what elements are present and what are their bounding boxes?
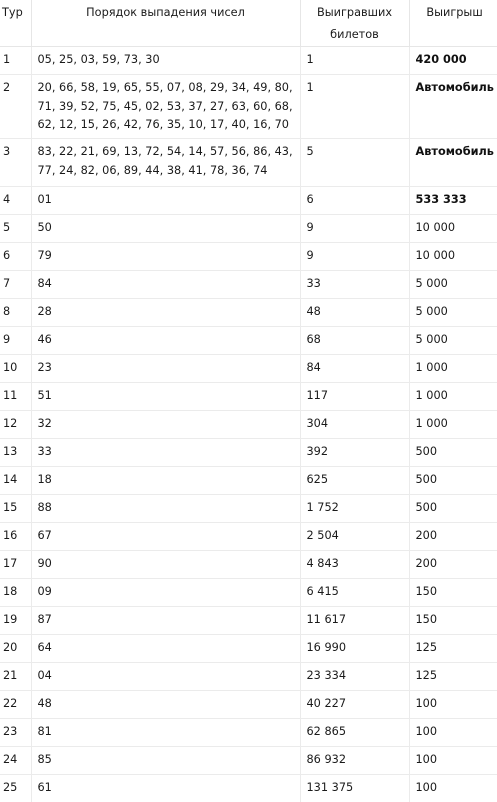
tour-cell: 5 [0,215,31,243]
numbers-cell: 05, 25, 03, 59, 73, 30 [31,47,300,75]
table-header [0,0,497,47]
table-row [0,747,497,775]
numbers-cell: 46 [31,327,300,355]
prize-cell: Автомобиль [409,75,497,139]
tour-cell: 6 [0,243,31,271]
tour-cell: 9 [0,327,31,355]
numbers-cell: 84 [31,271,300,299]
tour-cell: 2 [0,75,31,139]
winners-cell: 86 932 [300,747,409,775]
numbers-cell: 64 [31,635,300,663]
winners-cell: 84 [300,355,409,383]
table-row [0,551,497,579]
prize-cell: 100 [409,719,497,747]
winners-cell: 16 990 [300,635,409,663]
numbers-cell: 28 [31,299,300,327]
winners-cell: 33 [300,271,409,299]
winners-cell: 62 865 [300,719,409,747]
winners-cell: 1 [300,75,409,139]
prize-cell: 100 [409,747,497,775]
winners-cell: 68 [300,327,409,355]
prize-cell: 150 [409,579,497,607]
winners-cell: 1 752 [300,495,409,523]
tour-cell: 10 [0,355,31,383]
prize-cell: 10 000 [409,215,497,243]
prize-cell: 125 [409,635,497,663]
table-row [0,139,497,187]
numbers-cell: 09 [31,579,300,607]
tour-cell: 8 [0,299,31,327]
prize-cell: 500 [409,467,497,495]
table-row [0,383,497,411]
tour-cell: 25 [0,775,31,802]
tour-cell: 22 [0,691,31,719]
tour-cell: 7 [0,271,31,299]
table-body [0,47,497,802]
numbers-cell: 83, 22, 21, 69, 13, 72, 54, 14, 57, 56, 86, 43, 77, 24, 82, 06, 89, 44, 38, 41, 78, 36, 74 [31,139,300,187]
winners-cell: 5 [300,139,409,187]
prize-cell: 5 000 [409,271,497,299]
table-row [0,271,497,299]
table-row [0,411,497,439]
tour-cell: 12 [0,411,31,439]
prize-cell: 125 [409,663,497,691]
table-row [0,243,497,271]
winners-cell: 117 [300,383,409,411]
header-row [0,0,497,47]
winners-cell: 131 375 [300,775,409,802]
tour-cell: 18 [0,579,31,607]
numbers-cell: 88 [31,495,300,523]
numbers-cell: 90 [31,551,300,579]
prize-cell: 500 [409,439,497,467]
tour-cell: 3 [0,139,31,187]
table-row [0,719,497,747]
prize-cell: 420 000 [409,47,497,75]
numbers-cell: 87 [31,607,300,635]
winners-cell: 6 415 [300,579,409,607]
table-row [0,635,497,663]
table-row [0,495,497,523]
winners-cell: 1 [300,47,409,75]
tour-cell: 17 [0,551,31,579]
prize-cell: 1 000 [409,411,497,439]
tour-cell: 19 [0,607,31,635]
table-row [0,75,497,139]
tour-cell: 23 [0,719,31,747]
table-row [0,607,497,635]
tour-cell: 24 [0,747,31,775]
tour-cell: 13 [0,439,31,467]
prize-cell: 500 [409,495,497,523]
prize-cell: 200 [409,523,497,551]
prize-cell: 5 000 [409,327,497,355]
numbers-cell: 23 [31,355,300,383]
table-row [0,663,497,691]
winners-cell: 11 617 [300,607,409,635]
winners-cell: 4 843 [300,551,409,579]
winners-cell: 9 [300,215,409,243]
winners-cell: 392 [300,439,409,467]
table-row [0,355,497,383]
prize-cell: 100 [409,775,497,802]
table-row [0,775,497,802]
tour-cell: 20 [0,635,31,663]
numbers-cell: 48 [31,691,300,719]
numbers-cell: 50 [31,215,300,243]
winners-cell: 6 [300,187,409,215]
tour-cell: 11 [0,383,31,411]
winners-cell: 9 [300,243,409,271]
numbers-cell: 20, 66, 58, 19, 65, 55, 07, 08, 29, 34, 49, 80, 71, 39, 52, 75, 45, 02, 53, 37, 27, 63, 60, 68, 62, 12, 15, 26, 42, 76, 35, 10, 17, 40, 16, 70 [31,75,300,139]
table-row [0,467,497,495]
numbers-cell: 67 [31,523,300,551]
numbers-cell: 79 [31,243,300,271]
table-row [0,691,497,719]
header-winners: Выигравших билетов [300,0,409,47]
numbers-cell: 85 [31,747,300,775]
winners-cell: 2 504 [300,523,409,551]
prize-cell: 1 000 [409,355,497,383]
tour-cell: 4 [0,187,31,215]
tour-cell: 15 [0,495,31,523]
table-row [0,579,497,607]
tour-cell: 21 [0,663,31,691]
table-row [0,187,497,215]
table-row [0,47,497,75]
table-row [0,215,497,243]
prize-cell: 1 000 [409,383,497,411]
winners-cell: 23 334 [300,663,409,691]
prize-cell: 100 [409,691,497,719]
prize-cell: 533 333 [409,187,497,215]
table-row [0,439,497,467]
table-row [0,299,497,327]
prize-cell: 5 000 [409,299,497,327]
header-tour: Тур [0,0,31,47]
numbers-cell: 18 [31,467,300,495]
prize-cell: 200 [409,551,497,579]
header-prize: Выигрыш [409,0,497,47]
winners-cell: 625 [300,467,409,495]
numbers-cell: 61 [31,775,300,802]
numbers-cell: 04 [31,663,300,691]
tour-cell: 16 [0,523,31,551]
numbers-cell: 32 [31,411,300,439]
winners-cell: 40 227 [300,691,409,719]
numbers-cell: 33 [31,439,300,467]
winners-cell: 48 [300,299,409,327]
tour-cell: 14 [0,467,31,495]
table-row [0,327,497,355]
tour-cell: 1 [0,47,31,75]
numbers-cell: 51 [31,383,300,411]
prize-cell: 150 [409,607,497,635]
winners-cell: 304 [300,411,409,439]
numbers-cell: 01 [31,187,300,215]
numbers-cell: 81 [31,719,300,747]
table-row [0,523,497,551]
prize-cell: 10 000 [409,243,497,271]
header-numbers: Порядок выпадения чисел [31,0,300,47]
prize-cell: Автомобиль [409,139,497,187]
